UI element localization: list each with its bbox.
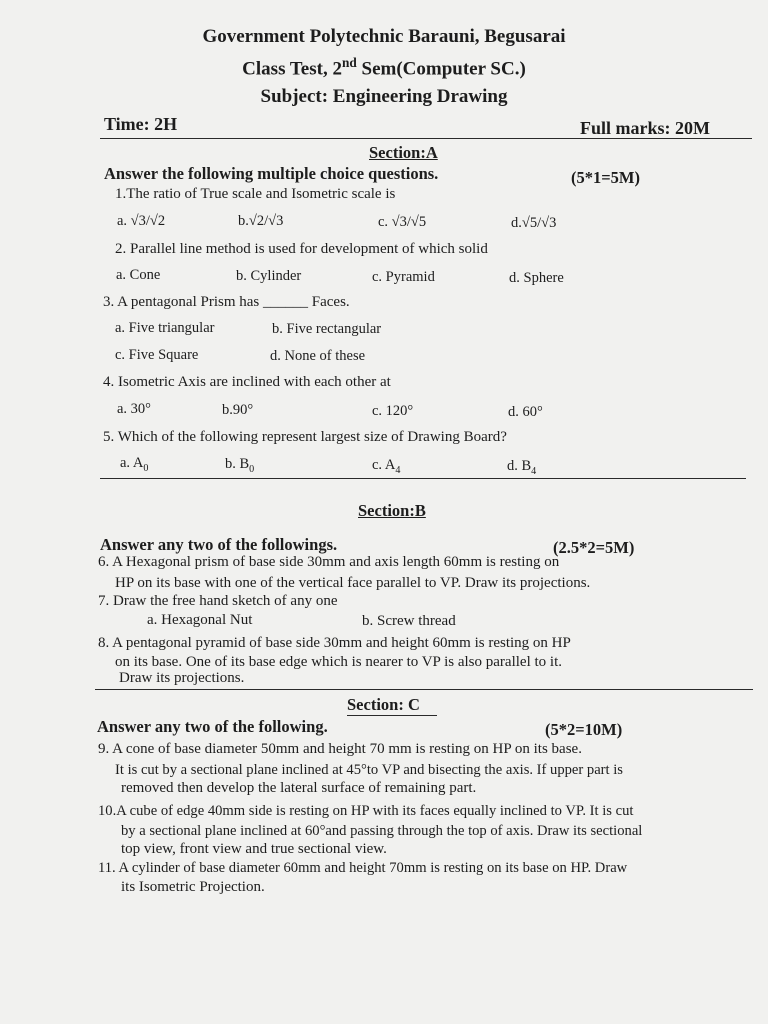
- q3-option-a: a. Five triangular: [115, 320, 215, 336]
- question-11-line-2: its Isometric Projection.: [121, 879, 265, 895]
- q4-option-a: a. 30°: [117, 401, 151, 417]
- q3-blank: ______: [263, 294, 308, 310]
- q3-option-b: b. Five rectangular: [272, 321, 382, 337]
- q5-c-text: c. A: [372, 457, 396, 473]
- q4-option-b: b.90°: [222, 402, 254, 418]
- q2-option-c: c. Pyramid: [372, 269, 435, 285]
- q5-c-subscript: 4: [395, 464, 401, 476]
- q1-option-c: c. √3/√5: [378, 214, 427, 230]
- q5-d-subscript: 4: [531, 465, 537, 477]
- question-6-line-2: HP on its base with one of the vertical face parallel to VP. Draw its projections.: [115, 575, 591, 591]
- question-10-line-1: 10.A cube of edge 40mm side is resting on HP with its faces equally inclined to VP. It is cut: [98, 803, 634, 819]
- question-9-line-3: removed then develop the lateral surface of remaining part.: [121, 780, 477, 796]
- section-a-title: Section:A: [369, 143, 438, 162]
- q5-b-text: b. B: [225, 456, 250, 472]
- section-c-instruction: Answer any two of the following.: [97, 717, 328, 736]
- institute-name: Government Polytechnic Barauni, Begusarai: [202, 26, 566, 47]
- q2-option-a: a. Cone: [116, 267, 161, 283]
- q5-a-text: a. A: [120, 455, 144, 471]
- question-7: 7. Draw the free hand sketch of any one: [98, 593, 338, 609]
- question-2: 2. Parallel line method is used for development of which solid: [115, 241, 488, 257]
- q5-option-d: [507, 458, 536, 477]
- question-5: 5. Which of the following represent largest size of Drawing Board?: [103, 429, 507, 445]
- q1-option-b: b.√2/√3: [238, 213, 284, 229]
- full-marks-label: Full marks: 20M: [580, 118, 710, 138]
- class-test-semester: Sem(Computer SC.): [356, 58, 526, 80]
- question-11-line-1: 11. A cylinder of base diameter 60mm and height 70mm is resting on its base on HP. Draw: [98, 860, 628, 876]
- question-1: 1.The ratio of True scale and Isometric scale is: [115, 186, 396, 202]
- class-test-text: Class Test, 2: [242, 58, 342, 80]
- q1-option-d: d.√5/√3: [511, 215, 557, 231]
- q5-b-subscript: 0: [249, 463, 255, 475]
- q4-option-d: d. 60°: [508, 404, 543, 420]
- section-b-title: Section:B: [358, 501, 426, 520]
- q5-a-subscript: 0: [143, 462, 149, 474]
- q5-d-text: d. B: [507, 458, 532, 474]
- section-a-instruction: Answer the following multiple choice questions.: [104, 164, 439, 183]
- question-8-line-3: Draw its projections.: [119, 670, 245, 686]
- header-divider: [100, 138, 752, 139]
- section-a-divider: [100, 478, 746, 479]
- section-b-marks: (2.5*2=5M): [553, 538, 635, 557]
- q7-option-a: a. Hexagonal Nut: [147, 612, 253, 628]
- q3-option-d: d. None of these: [270, 348, 366, 364]
- section-c-underline: [347, 715, 437, 716]
- class-test-ordinal: nd: [341, 55, 357, 70]
- section-c-marks: (5*2=10M): [545, 720, 623, 739]
- q7-option-b: b. Screw thread: [362, 613, 456, 629]
- question-10-line-3: top view, front view and true sectional view.: [121, 841, 387, 857]
- q3-text-end: Faces.: [311, 294, 350, 310]
- section-c-title: Section: C: [347, 695, 420, 714]
- question-8-line-1: 8. A pentagonal pyramid of base side 30mm and height 60mm is resting on HP: [98, 635, 571, 651]
- question-9-line-1: 9. A cone of base diameter 50mm and height 70 mm is resting on HP on its base.: [98, 741, 582, 757]
- section-a-marks: (5*1=5M): [571, 168, 640, 187]
- subject-line: Subject: Engineering Drawing: [260, 86, 508, 107]
- q2-option-d: d. Sphere: [509, 270, 564, 286]
- class-test-line: [0, 55, 768, 80]
- q5-option-a: [120, 455, 148, 474]
- time-label: Time: 2H: [104, 114, 178, 134]
- q5-option-c: [372, 457, 400, 476]
- question-4: 4. Isometric Axis are inclined with each other at: [103, 374, 391, 390]
- q4-option-c: c. 120°: [372, 403, 414, 419]
- question-9-line-2: It is cut by a sectional plane inclined at 45°to VP and bisecting the axis. If upper part is: [115, 762, 623, 778]
- q3-option-c: c. Five Square: [115, 347, 199, 363]
- q3-text: 3. A pentagonal Prism has: [103, 294, 260, 310]
- q2-option-b: b. Cylinder: [236, 268, 302, 284]
- section-b-instruction: Answer any two of the followings.: [100, 535, 338, 554]
- question-6-line-1: 6. A Hexagonal prism of base side 30mm and axis length 60mm is resting on: [98, 554, 560, 570]
- section-b-divider: [95, 689, 753, 690]
- q1-option-a: a. √3/√2: [117, 213, 166, 229]
- question-3: [103, 294, 350, 311]
- q5-option-b: [225, 456, 254, 475]
- question-10-line-2: by a sectional plane inclined at 60°and passing through the top of axis. Draw its sectional: [121, 823, 643, 839]
- question-8-line-2: on its base. One of its base edge which is nearer to VP is also parallel to it.: [115, 654, 562, 670]
